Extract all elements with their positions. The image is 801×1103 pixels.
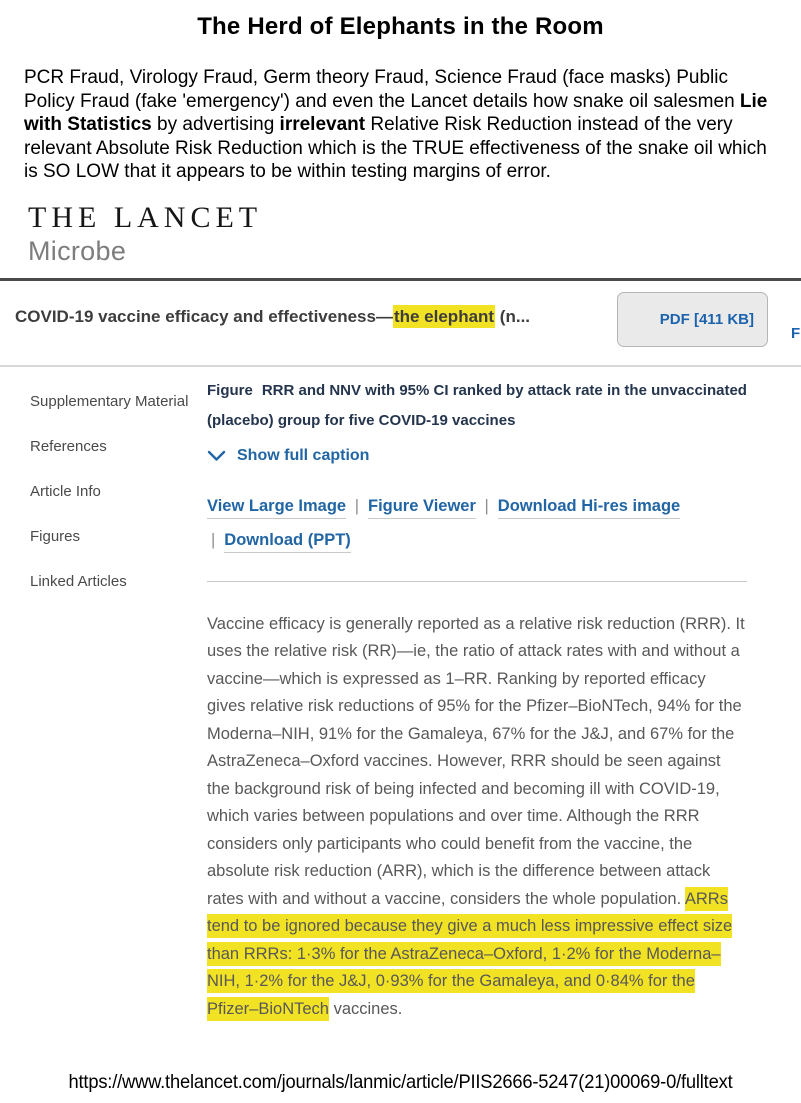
body-text-segment: ARRs tend to be ignored because they give a much less impressive effect size than RRRs: 1·3% for the AstraZeneca–Oxford, 1·2% for the Moderna–NIH, 1·2% for the J&J, 0·93% for the Gamaleya, and 0·84% for the Pfizer–BioNTech: [207, 887, 732, 1021]
figure-link-unit: [480, 497, 680, 515]
article-header-bar: [0, 281, 801, 365]
figure-caption-text: RRR and NNV with 95% CI ranked by attack rate in the unvaccinated (placebo) group for five COVID-19 vaccines: [207, 381, 747, 429]
figure-caption-label: Figure: [207, 381, 253, 399]
figure-link[interactable]: Figure Viewer: [368, 497, 476, 519]
figure-content: [207, 367, 755, 1024]
show-full-caption-button[interactable]: [207, 447, 755, 465]
sidebar-item[interactable]: Linked Articles: [30, 572, 127, 590]
intro-text-segment: Lie with Statistics: [24, 90, 768, 135]
figure-link[interactable]: Download (PPT): [224, 531, 351, 553]
pdf-download-button[interactable]: [617, 292, 768, 347]
main-area: [0, 367, 801, 1024]
source-url: https://www.thelancet.com/journals/lanmic/article/PIIS2666-5247(21)00069-0/fulltext: [68, 1071, 733, 1093]
intro-text-segment: irrelevant: [279, 114, 366, 135]
figure-link-unit: [207, 531, 351, 549]
figure-link[interactable]: View Large Image: [207, 497, 346, 519]
intro-text-segment: by advertising: [151, 114, 280, 135]
chevron-down-icon: [207, 450, 226, 462]
figure-link[interactable]: Download Hi-res image: [498, 497, 680, 519]
sidebar-item[interactable]: Supplementary Material: [30, 392, 189, 410]
article-title-segment: the elephant: [393, 306, 495, 326]
intro-text-segment: PCR Fraud, Virology Fraud, Germ theory Fraud, Science Fraud (face masks) Public Policy Fraud (fake 'emergency') and even the Lancet details how snake oil salesmen: [24, 67, 740, 112]
link-separator: |: [211, 530, 216, 549]
show-full-caption-label: Show full caption: [237, 446, 370, 464]
link-separator: |: [484, 496, 489, 515]
journal-name: THE LANCET: [28, 200, 263, 234]
article-title-segment: (n...: [495, 306, 531, 326]
intro-text-segment: Relative Risk Reduction instead of the very relevant Absolute Risk Reduction which is the TRUE effectiveness of the snake oil which is SO LOW that it appears to be within testing margins of error.: [24, 114, 767, 182]
content-divider: [207, 581, 747, 582]
journal-edition: Microbe: [28, 235, 127, 266]
link-separator: |: [354, 496, 359, 515]
article-body-text: [207, 611, 748, 1024]
sidebar-item[interactable]: References: [30, 437, 107, 455]
clipped-figures-link[interactable]: F: [791, 324, 801, 342]
sidebar-item[interactable]: Article Info: [30, 482, 101, 500]
article-title-segment: COVID-19 vaccine efficacy and effectiveness—: [15, 306, 393, 326]
article-title: [15, 305, 595, 329]
figure-caption: [207, 376, 755, 436]
figure-link-unit: [207, 497, 346, 519]
journal-logo[interactable]: [28, 201, 801, 267]
pdf-button-label: PDF [411 KB]: [659, 310, 754, 328]
figure-link-unit: [351, 497, 476, 515]
body-text-segment: Vaccine efficacy is generally reported as a relative risk reduction (RRR). It uses the relative risk (RR)—ie, the ratio of attack rates with and without a vaccine—which is expressed as 1–RR. Ranking by reported efficacy gives relative risk reductions of 95% for the Pfizer–BioNTech, 94% for the Moderna–NIH, 91% for the Gamaleya, 67% for the J&J, and 67% for the AstraZeneca–Oxford vaccines. However, RRR should be seen against the background risk of being infected and becoming ill with COVID-19, which varies between populations and over time. Although the RRR considers only participants who could benefit from the vaccine, the absolute risk reduction (ARR), which is the difference between attack rates with and without a vaccine, considers the whole population.: [207, 614, 745, 908]
sidebar-item[interactable]: Figures: [30, 527, 81, 545]
page-title: The Herd of Elephants in the Room: [197, 13, 604, 40]
body-text-segment: vaccines.: [328, 999, 403, 1018]
intro-paragraph: [24, 66, 778, 184]
figure-action-links: [207, 489, 755, 557]
article-sidebar: [0, 367, 207, 618]
